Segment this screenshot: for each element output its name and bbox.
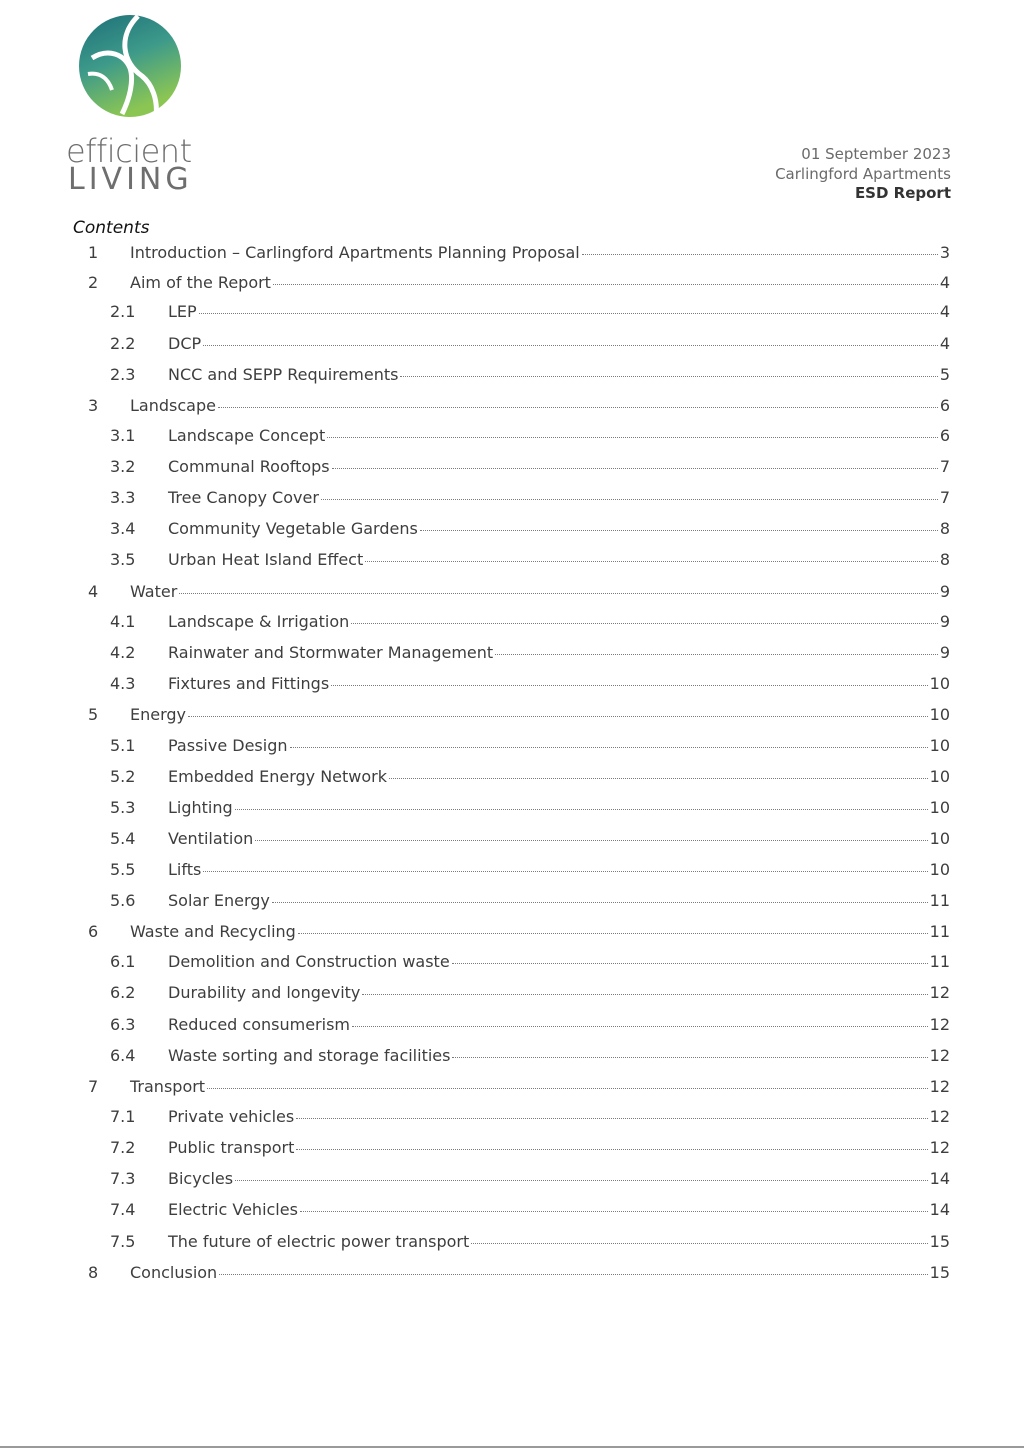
toc-entry-page: 3 (939, 243, 950, 262)
toc-entry-page: 10 (929, 767, 950, 786)
toc-entry-number: 7.1 (110, 1107, 136, 1126)
toc-dot-leader (495, 654, 938, 655)
toc-entry-number: 4.3 (110, 674, 136, 693)
toc-dot-leader (365, 561, 938, 562)
toc-entry-page: 8 (939, 519, 950, 538)
toc-entry-page: 10 (929, 705, 950, 724)
toc-dot-leader (582, 254, 938, 255)
toc-dot-leader (290, 747, 928, 748)
toc-entry-title: Lifts (168, 860, 202, 879)
toc-entry-number: 6.2 (110, 983, 136, 1002)
toc-entry-number: 3 (88, 396, 99, 415)
toc-entry-page: 14 (929, 1169, 950, 1188)
toc-entry-page: 10 (929, 829, 950, 848)
toc-entry-number: 5.4 (110, 829, 136, 848)
leaf-circle-logo-icon (78, 14, 182, 118)
toc-dot-leader (219, 1274, 927, 1275)
toc-entry-page: 14 (929, 1200, 950, 1219)
toc-entry-title: Rainwater and Stormwater Management (168, 643, 494, 662)
header-project: Carlingford Apartments (775, 164, 951, 183)
toc-entry[interactable] (110, 1107, 950, 1129)
toc-entry[interactable] (88, 705, 950, 727)
toc-entry[interactable] (110, 1200, 950, 1222)
toc-entry-page: 6 (939, 426, 950, 445)
toc-entry[interactable] (110, 860, 950, 882)
toc-dot-leader (296, 1118, 927, 1119)
toc-entry-title: Ventilation (168, 829, 254, 848)
toc-entry-number: 7.4 (110, 1200, 136, 1219)
toc-entry[interactable] (110, 612, 950, 634)
toc-entry-title: Urban Heat Island Effect (168, 550, 364, 569)
toc-dot-leader (352, 1026, 928, 1027)
toc-dot-leader (179, 593, 938, 594)
toc-entry-page: 12 (929, 983, 950, 1002)
toc-dot-leader (218, 407, 938, 408)
toc-entry-page: 4 (939, 302, 950, 321)
toc-dot-leader (255, 840, 927, 841)
toc-dot-leader (351, 623, 938, 624)
toc-dot-leader (471, 1243, 927, 1244)
toc-heading: Contents (73, 218, 150, 238)
toc-entry-number: 1 (88, 243, 99, 262)
toc-entry-page: 10 (929, 798, 950, 817)
toc-entry-page: 7 (939, 457, 950, 476)
toc-entry-page: 4 (939, 334, 950, 353)
toc-entry[interactable] (88, 1263, 950, 1285)
toc-entry-title: Landscape Concept (168, 426, 326, 445)
toc-entry-number: 6.1 (110, 952, 136, 971)
toc-entry-number: 2 (88, 273, 99, 292)
toc-entry-number: 6.4 (110, 1046, 136, 1065)
toc-entry-number: 3.5 (110, 550, 136, 569)
header-report-title: ESD Report (854, 184, 951, 202)
toc-entry[interactable] (110, 1169, 950, 1191)
toc-entry[interactable] (110, 643, 950, 665)
toc-entry-page: 15 (929, 1232, 950, 1251)
toc-entry[interactable] (110, 1138, 950, 1160)
toc-entry-title: Tree Canopy Cover (168, 488, 319, 507)
toc-entry-title: DCP (168, 334, 202, 353)
toc-entry-number: 2.1 (110, 302, 136, 321)
toc-entry-title: Landscape & Irrigation (168, 612, 350, 631)
toc-entry-page: 9 (939, 612, 950, 631)
toc-entry-page: 12 (929, 1077, 950, 1096)
toc-entry-number: 7.2 (110, 1138, 136, 1157)
toc-entry-title: Embedded Energy Network (168, 767, 387, 786)
toc-dot-leader (199, 313, 938, 314)
toc-entry[interactable] (110, 767, 950, 789)
toc-entry-title: Community Vegetable Gardens (168, 519, 418, 538)
toc-entry-title: Solar Energy (168, 891, 270, 910)
toc-entry-title: Energy (130, 705, 187, 724)
toc-entry-page: 15 (929, 1263, 950, 1282)
toc-entry-title: Waste and Recycling (130, 922, 296, 941)
toc-dot-leader (400, 376, 937, 377)
toc-entry-title: Passive Design (168, 736, 288, 755)
toc-entry[interactable] (110, 829, 950, 851)
toc-entry-title: Electric Vehicles (168, 1200, 298, 1219)
toc-entry-number: 6 (88, 922, 99, 941)
toc-entry[interactable] (110, 550, 950, 572)
toc-entry-number: 5.2 (110, 767, 136, 786)
toc-entry-title: Durability and longevity (168, 983, 361, 1002)
toc-entry[interactable] (110, 426, 950, 448)
toc-entry[interactable] (110, 365, 950, 387)
toc-entry[interactable] (110, 1015, 950, 1037)
brand-name-line1: efficient (66, 132, 192, 170)
toc-entry-number: 5 (88, 705, 99, 724)
toc-entry-page: 11 (929, 891, 950, 910)
toc-entry-page: 6 (939, 396, 950, 415)
toc-entry-number: 4.1 (110, 612, 136, 631)
toc-entry-title: NCC and SEPP Requirements (168, 365, 399, 384)
toc-dot-leader (273, 284, 938, 285)
toc-dot-leader (389, 778, 928, 779)
toc-entry-page: 8 (939, 550, 950, 569)
toc-entry-page: 12 (929, 1138, 950, 1157)
toc-entry-number: 5.6 (110, 891, 136, 910)
toc-entry-title: Private vehicles (168, 1107, 295, 1126)
toc-entry-number: 3.1 (110, 426, 136, 445)
toc-entry[interactable] (110, 798, 950, 820)
toc-entry[interactable] (110, 1046, 950, 1068)
page-bottom-border (0, 1446, 1024, 1448)
toc-entry-title: Reduced consumerism (168, 1015, 350, 1034)
toc-entry[interactable] (110, 983, 950, 1005)
toc-entry[interactable] (110, 334, 950, 356)
toc-dot-leader (452, 1057, 927, 1058)
toc-entry-number: 7.5 (110, 1232, 136, 1251)
toc-entry-page: 12 (929, 1015, 950, 1034)
toc-entry-page: 12 (929, 1046, 950, 1065)
toc-dot-leader (188, 716, 928, 717)
toc-entry-title: Lighting (168, 798, 233, 817)
toc-entry[interactable] (110, 302, 950, 324)
toc-entry-number: 5.3 (110, 798, 136, 817)
toc-dot-leader (203, 871, 927, 872)
toc-dot-leader (300, 1211, 928, 1212)
toc-dot-leader (327, 437, 938, 438)
toc-entry[interactable] (88, 922, 950, 944)
toc-entry-number: 6.3 (110, 1015, 136, 1034)
toc-entry-number: 5.5 (110, 860, 136, 879)
toc-entry[interactable] (110, 457, 950, 479)
toc-entry[interactable] (110, 1232, 950, 1254)
toc-entry-number: 3.2 (110, 457, 136, 476)
toc-entry-title: Conclusion (130, 1263, 218, 1282)
toc-entry-title: Transport (130, 1077, 206, 1096)
toc-entry-title: Fixtures and Fittings (168, 674, 330, 693)
document-header (775, 145, 951, 204)
toc-dot-leader (331, 685, 927, 686)
toc-entry-number: 3.4 (110, 519, 136, 538)
toc-entry[interactable] (110, 519, 950, 541)
toc-entry-page: 11 (929, 922, 950, 941)
toc-entry-number: 2.2 (110, 334, 136, 353)
toc-entry-page: 10 (929, 736, 950, 755)
toc-entry-page: 10 (929, 860, 950, 879)
toc-entry-number: 4.2 (110, 643, 136, 662)
toc-entry-page: 11 (929, 952, 950, 971)
toc-entry-title: Landscape (130, 396, 216, 415)
toc-dot-leader (235, 1180, 928, 1181)
toc-entry-title: Waste sorting and storage facilities (168, 1046, 451, 1065)
toc-dot-leader (235, 809, 928, 810)
toc-entry[interactable] (110, 674, 950, 696)
toc-entry-number: 7 (88, 1077, 99, 1096)
toc-entry[interactable] (110, 736, 950, 758)
toc-entry-title: Aim of the Report (130, 273, 271, 292)
toc-entry-page: 9 (939, 582, 950, 601)
toc-dot-leader (321, 499, 938, 500)
toc-entry-title: Water (130, 582, 178, 601)
toc-entry-page: 4 (939, 273, 950, 292)
toc-dot-leader (420, 530, 938, 531)
toc-dot-leader (332, 468, 938, 469)
toc-entry-title: LEP (168, 302, 197, 321)
toc-dot-leader (452, 963, 928, 964)
toc-entry[interactable] (88, 243, 950, 265)
toc-entry[interactable] (88, 273, 950, 295)
toc-entry-page: 7 (939, 488, 950, 507)
toc-entry-number: 4 (88, 582, 99, 601)
toc-dot-leader (207, 1088, 928, 1089)
toc-dot-leader (272, 902, 928, 903)
toc-entry-number: 8 (88, 1263, 99, 1282)
toc-entry-page: 12 (929, 1107, 950, 1126)
toc-entry-page: 9 (939, 643, 950, 662)
toc-entry[interactable] (110, 891, 950, 913)
brand-name-line2: LIVING (68, 162, 193, 197)
toc-entry-title: Public transport (168, 1138, 295, 1157)
toc-entry-title: Communal Rooftops (168, 457, 330, 476)
header-date: 01 September 2023 (801, 145, 951, 163)
toc-dot-leader (296, 1149, 927, 1150)
toc-dot-leader (203, 345, 938, 346)
toc-entry[interactable] (88, 582, 950, 604)
toc-entry[interactable] (110, 488, 950, 510)
toc-entry-number: 2.3 (110, 365, 136, 384)
toc-dot-leader (298, 933, 928, 934)
toc-entry-title: Introduction – Carlingford Apartments Planning Proposal (130, 243, 580, 262)
toc-entry-title: Demolition and Construction waste (168, 952, 450, 971)
toc-entry-title: Bicycles (168, 1169, 234, 1188)
toc-entry[interactable] (88, 396, 950, 418)
brand-logo (66, 14, 196, 197)
toc-entry-page: 10 (929, 674, 950, 693)
toc-entry[interactable] (110, 952, 950, 974)
toc-entry[interactable] (88, 1077, 950, 1099)
toc-entry-number: 5.1 (110, 736, 136, 755)
toc-entry-page: 5 (939, 365, 950, 384)
toc-entry-number: 7.3 (110, 1169, 136, 1188)
toc-entry-number: 3.3 (110, 488, 136, 507)
toc-entry-title: The future of electric power transport (168, 1232, 470, 1251)
toc-dot-leader (362, 994, 927, 995)
